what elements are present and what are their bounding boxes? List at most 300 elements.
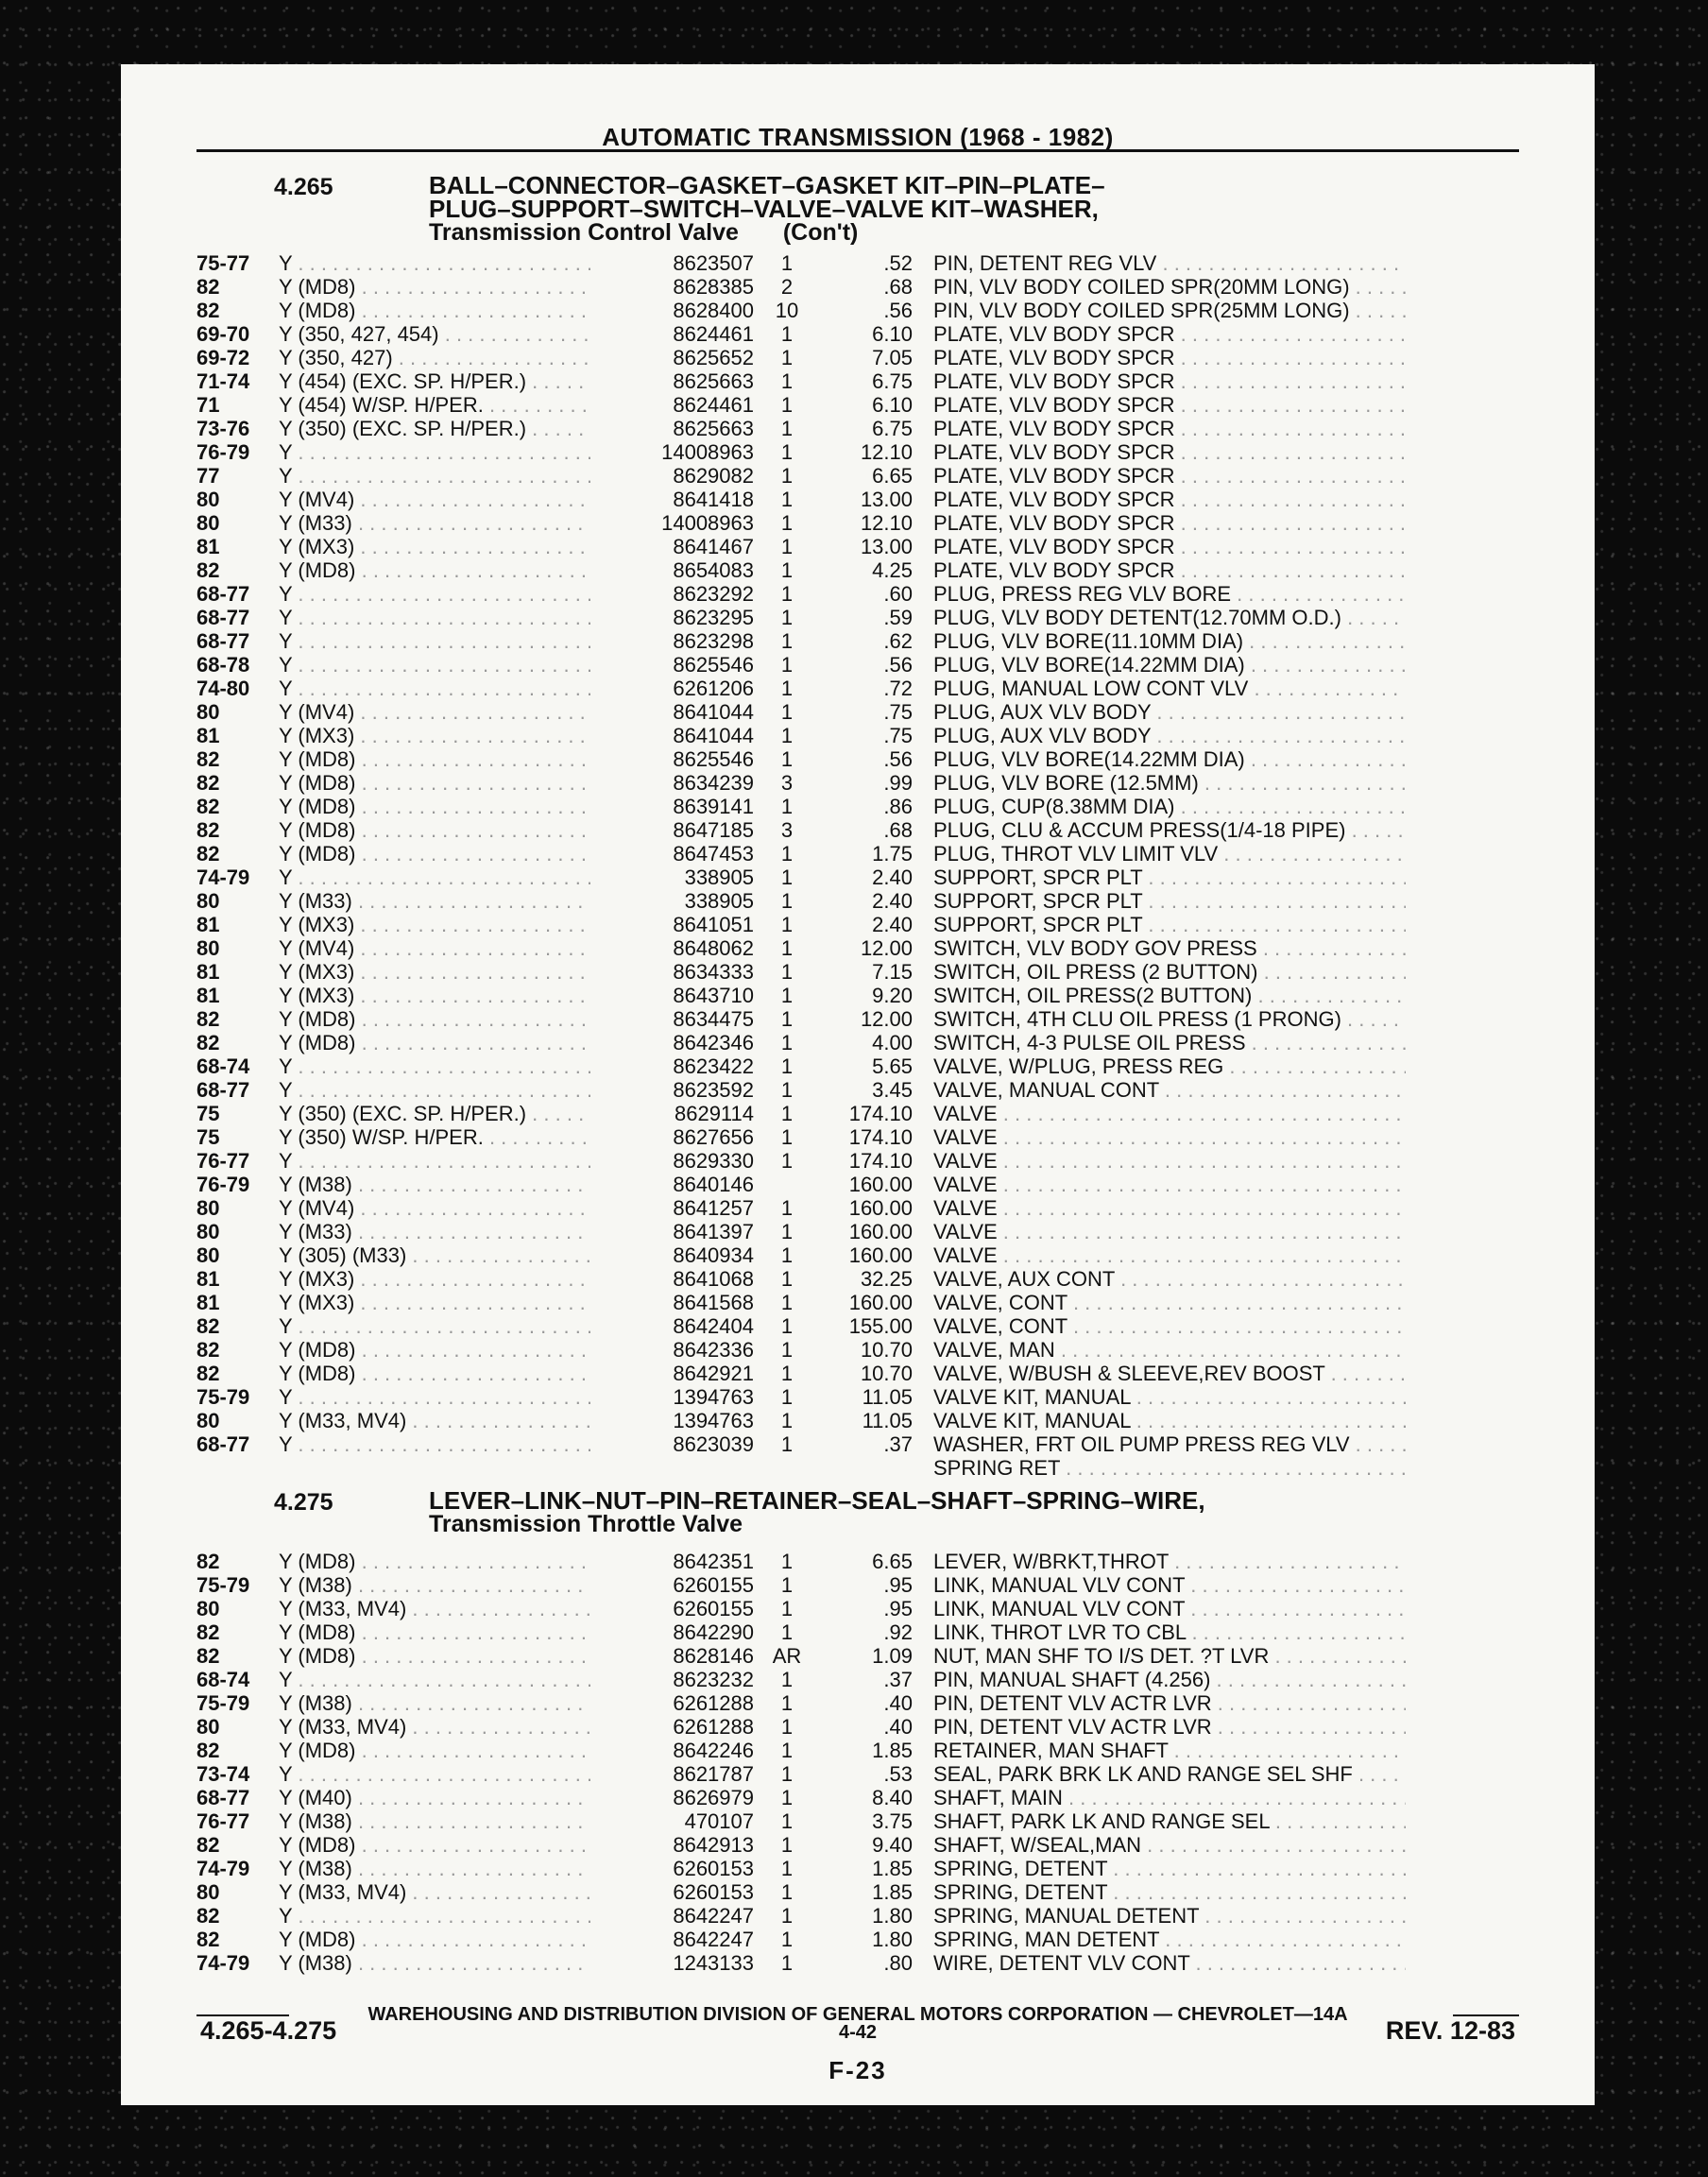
- quantity: 1: [780, 842, 794, 866]
- price: .92: [883, 1620, 913, 1644]
- table-row: [196, 677, 1519, 700]
- model-year: 68-74: [196, 1668, 250, 1691]
- part-number: 8639141: [673, 795, 754, 818]
- application: Y (MD8) . . .: [279, 1833, 590, 1857]
- application: Y (MD8) . . .: [279, 1644, 590, 1668]
- part-number: 338905: [684, 889, 754, 913]
- price: 6.65: [872, 1550, 913, 1573]
- quantity: 1: [780, 1243, 794, 1267]
- quantity: 1: [780, 558, 794, 582]
- description: SWITCH, OIL PRESS(2 BUTTON) . . .: [933, 984, 1406, 1007]
- description: LEVER, W/BRKT,THROT . . .: [933, 1550, 1406, 1573]
- application: Y (MX3) . . .: [279, 535, 590, 558]
- application: Y (M38) . . .: [279, 1809, 590, 1833]
- footer-division-line: WAREHOUSING AND DISTRIBUTION DIVISION OF GENERAL MOTORS CORPORATION — CHEVROLET—14A: [367, 2004, 1348, 2025]
- application: Y . . .: [279, 1668, 590, 1691]
- part-number: 6260155: [673, 1597, 754, 1620]
- description: VALVE . . .: [933, 1196, 1406, 1220]
- application: Y . . .: [279, 866, 590, 889]
- model-year: 82: [196, 1007, 220, 1031]
- description: VALVE, MAN . . .: [933, 1338, 1406, 1362]
- part-number: 8625663: [673, 417, 754, 440]
- part-number: 8641051: [673, 913, 754, 936]
- quantity: 1: [780, 866, 794, 889]
- model-year: 82: [196, 1362, 220, 1385]
- part-number: 8642913: [673, 1833, 754, 1857]
- part-number: 8623232: [673, 1668, 754, 1691]
- description: PLATE, VLV BODY SPCR . . .: [933, 488, 1406, 511]
- quantity: 1: [780, 488, 794, 511]
- description: VALVE KIT, MANUAL . . .: [933, 1385, 1406, 1409]
- table-row: [196, 251, 1519, 275]
- model-year: 80: [196, 1880, 220, 1904]
- price: 160.00: [848, 1243, 913, 1267]
- application: Y . . .: [279, 1054, 590, 1078]
- description: SWITCH, 4-3 PULSE OIL PRESS . . .: [933, 1031, 1406, 1054]
- price: 9.20: [872, 984, 913, 1007]
- model-year: 76-79: [196, 440, 250, 464]
- price: .95: [883, 1597, 913, 1620]
- quantity: 1: [780, 1715, 794, 1739]
- description: VALVE, AUX CONT . . .: [933, 1267, 1406, 1291]
- application: Y (M33, MV4) . . .: [279, 1880, 590, 1904]
- quantity: 1: [780, 1102, 794, 1125]
- application: Y (MD8) . . .: [279, 1338, 590, 1362]
- description: PLATE, VLV BODY SPCR . . .: [933, 511, 1406, 535]
- price: 5.65: [872, 1054, 913, 1078]
- table-row: [196, 1173, 1519, 1196]
- price: 6.65: [872, 464, 913, 488]
- description: PIN, VLV BODY COILED SPR(20MM LONG) . . .: [933, 275, 1406, 299]
- table-row: [196, 1456, 1519, 1480]
- part-number: 8642346: [673, 1031, 754, 1054]
- part-number: 8626979: [673, 1786, 754, 1809]
- part-number: 338905: [684, 866, 754, 889]
- quantity: 1: [780, 1833, 794, 1857]
- part-number: 8642290: [673, 1620, 754, 1644]
- quantity: 1: [780, 1904, 794, 1928]
- quantity: 1: [780, 417, 794, 440]
- table-row: [196, 535, 1519, 558]
- part-number: 8634333: [673, 960, 754, 984]
- application: Y (350, 427, 454) . . .: [279, 322, 590, 346]
- quantity: 1: [780, 535, 794, 558]
- part-number: 8642246: [673, 1739, 754, 1762]
- description: PLUG, MANUAL LOW CONT VLV . . .: [933, 677, 1406, 700]
- model-year: 68-77: [196, 1078, 250, 1102]
- description: SPRING, MAN DETENT . . .: [933, 1928, 1406, 1951]
- quantity: AR: [772, 1644, 802, 1668]
- description: PLUG, VLV BORE(14.22MM DIA) . . .: [933, 653, 1406, 677]
- quantity: 10: [775, 299, 799, 322]
- quantity: 1: [780, 1432, 794, 1456]
- description: RETAINER, MAN SHAFT . . .: [933, 1739, 1406, 1762]
- table-row: [196, 913, 1519, 936]
- part-number: 8627656: [673, 1125, 754, 1149]
- application: Y . . .: [279, 629, 590, 653]
- part-number: 8642336: [673, 1338, 754, 1362]
- description: SWITCH, VLV BODY GOV PRESS . . .: [933, 936, 1406, 960]
- price: 11.05: [862, 1385, 913, 1409]
- quantity: 1: [780, 440, 794, 464]
- price: .40: [883, 1715, 913, 1739]
- quantity: 1: [780, 1125, 794, 1149]
- application: Y . . .: [279, 1314, 590, 1338]
- table-row: [196, 1149, 1519, 1173]
- application: Y . . .: [279, 1762, 590, 1786]
- model-year: 76-77: [196, 1149, 250, 1173]
- part-number: 8625546: [673, 747, 754, 771]
- description: VALVE . . .: [933, 1125, 1406, 1149]
- description: PLUG, CUP(8.38MM DIA) . . .: [933, 795, 1406, 818]
- quantity: 1: [780, 606, 794, 629]
- part-number: 8643710: [673, 984, 754, 1007]
- model-year: 82: [196, 1620, 220, 1644]
- application: Y (MV4) . . .: [279, 700, 590, 724]
- part-number: 8642921: [673, 1362, 754, 1385]
- quantity: 1: [780, 747, 794, 771]
- description: SUPPORT, SPCR PLT . . .: [933, 866, 1406, 889]
- model-year: 74-79: [196, 866, 250, 889]
- description: PLATE, VLV BODY SPCR . . .: [933, 535, 1406, 558]
- model-year: 75: [196, 1102, 220, 1125]
- quantity: 1: [780, 1739, 794, 1762]
- description: SHAFT, PARK LK AND RANGE SEL . . .: [933, 1809, 1406, 1833]
- price: 9.40: [872, 1833, 913, 1857]
- model-year: 68-77: [196, 582, 250, 606]
- application: Y (M33, MV4) . . .: [279, 1715, 590, 1739]
- description: PLATE, VLV BODY SPCR . . .: [933, 393, 1406, 417]
- model-year: 69-70: [196, 322, 250, 346]
- application: Y . . .: [279, 1078, 590, 1102]
- application: Y (MX3) . . .: [279, 984, 590, 1007]
- part-number: 8628400: [673, 299, 754, 322]
- quantity: 1: [780, 346, 794, 369]
- description: PIN, DETENT REG VLV . . .: [933, 251, 1406, 275]
- price: .56: [883, 299, 913, 322]
- table-row: [196, 1078, 1519, 1102]
- model-year: 80: [196, 936, 220, 960]
- part-number: 8641467: [673, 535, 754, 558]
- description: PLATE, VLV BODY SPCR . . .: [933, 346, 1406, 369]
- model-year: 77: [196, 464, 220, 488]
- model-year: 80: [196, 700, 220, 724]
- description: SPRING, DETENT . . .: [933, 1857, 1406, 1880]
- description: PLUG, VLV BODY DETENT(12.70MM O.D.) . . .: [933, 606, 1406, 629]
- price: 174.10: [848, 1102, 913, 1125]
- model-year: 82: [196, 1550, 220, 1573]
- footer-page-number: 4-42: [838, 2022, 878, 2043]
- model-year: 76-79: [196, 1173, 250, 1196]
- description: VALVE . . .: [933, 1243, 1406, 1267]
- model-year: 81: [196, 913, 220, 936]
- model-year: 68-77: [196, 606, 250, 629]
- section-subtitle: Transmission Throttle Valve: [429, 1511, 743, 1537]
- quantity: 1: [780, 1007, 794, 1031]
- quantity: 1: [780, 1149, 794, 1173]
- part-number: 8641257: [673, 1196, 754, 1220]
- description: SHAFT, W/SEAL,MAN . . .: [933, 1833, 1406, 1857]
- table-row: [196, 842, 1519, 866]
- table-row: [196, 1928, 1519, 1951]
- part-number: 8647185: [673, 818, 754, 842]
- part-number: 8634239: [673, 771, 754, 795]
- table-row: [196, 369, 1519, 393]
- quantity: 1: [780, 1196, 794, 1220]
- table-row: [196, 1031, 1519, 1054]
- table-row: [196, 1573, 1519, 1597]
- table-row: [196, 464, 1519, 488]
- description: PLATE, VLV BODY SPCR . . .: [933, 369, 1406, 393]
- quantity: 1: [780, 582, 794, 606]
- part-number: 8625663: [673, 369, 754, 393]
- quantity: 1: [780, 629, 794, 653]
- description: SWITCH, OIL PRESS (2 BUTTON) . . .: [933, 960, 1406, 984]
- continued-label: (Con't): [782, 219, 859, 246]
- price: 3.75: [872, 1809, 913, 1833]
- model-year: 81: [196, 535, 220, 558]
- table-row: [196, 1385, 1519, 1409]
- subtitle-text: Transmission Control Valve: [429, 219, 739, 246]
- quantity: 1: [780, 1762, 794, 1786]
- price: .95: [883, 1573, 913, 1597]
- application: Y (350, 427) . . .: [279, 346, 590, 369]
- description: VALVE KIT, MANUAL . . .: [933, 1409, 1406, 1432]
- model-year: 74-80: [196, 677, 250, 700]
- price: 160.00: [848, 1196, 913, 1220]
- model-year: 75-79: [196, 1573, 250, 1597]
- application: Y (MD8) . . .: [279, 275, 590, 299]
- quantity: 1: [780, 1951, 794, 1975]
- section-subtitle: [429, 221, 1105, 245]
- table-row: [196, 960, 1519, 984]
- table-row: [196, 582, 1519, 606]
- description: WIRE, DETENT VLV CONT . . .: [933, 1951, 1406, 1975]
- table-row: [196, 1644, 1519, 1668]
- application: Y . . .: [279, 677, 590, 700]
- table-row: [196, 606, 1519, 629]
- price: 12.10: [860, 511, 913, 535]
- table-row: [196, 1762, 1519, 1786]
- price: 12.00: [860, 936, 913, 960]
- model-year: 68-78: [196, 653, 250, 677]
- application: Y . . .: [279, 1432, 590, 1456]
- quantity: 3: [780, 818, 794, 842]
- price: .62: [883, 629, 913, 653]
- table-row: [196, 700, 1519, 724]
- quantity: 1: [780, 464, 794, 488]
- application: Y (M38) . . .: [279, 1691, 590, 1715]
- price: .53: [883, 1762, 913, 1786]
- quantity: 1: [780, 1385, 794, 1409]
- quantity: 1: [780, 1620, 794, 1644]
- description: PLUG, VLV BORE (12.5MM) . . .: [933, 771, 1406, 795]
- application: Y (MD8) . . .: [279, 1362, 590, 1385]
- description: PLUG, VLV BORE(14.22MM DIA) . . .: [933, 747, 1406, 771]
- part-number: 8629082: [673, 464, 754, 488]
- table-row: [196, 866, 1519, 889]
- table-row: [196, 440, 1519, 464]
- part-number: 6260155: [673, 1573, 754, 1597]
- part-number: 1394763: [673, 1385, 754, 1409]
- part-number: 8625546: [673, 653, 754, 677]
- part-number: 8623295: [673, 606, 754, 629]
- price: .37: [883, 1432, 913, 1456]
- application: Y (M33) . . .: [279, 889, 590, 913]
- description: PIN, DETENT VLV ACTR LVR . . .: [933, 1691, 1406, 1715]
- part-number: 6261206: [673, 677, 754, 700]
- part-number: 8624461: [673, 393, 754, 417]
- model-year: 76-77: [196, 1809, 250, 1833]
- application: Y . . .: [279, 653, 590, 677]
- description: SEAL, PARK BRK LK AND RANGE SEL SHF . . .: [933, 1762, 1406, 1786]
- model-year: 71-74: [196, 369, 250, 393]
- table-row: [196, 1739, 1519, 1762]
- application: Y (MD8) . . .: [279, 842, 590, 866]
- table-row: [196, 1880, 1519, 1904]
- application: Y . . .: [279, 1149, 590, 1173]
- price: .56: [883, 747, 913, 771]
- part-number: 8624461: [673, 322, 754, 346]
- description: VALVE . . .: [933, 1149, 1406, 1173]
- part-number: 8642351: [673, 1550, 754, 1573]
- table-row: [196, 1786, 1519, 1809]
- model-year: 82: [196, 842, 220, 866]
- part-number: 8642404: [673, 1314, 754, 1338]
- model-year: 80: [196, 1409, 220, 1432]
- table-row: [196, 1691, 1519, 1715]
- model-year: 74-79: [196, 1951, 250, 1975]
- application: Y (MX3) . . .: [279, 913, 590, 936]
- application: Y (350) (EXC. SP. H/PER.) . . .: [279, 1102, 590, 1125]
- price: .60: [883, 582, 913, 606]
- model-year: 81: [196, 1291, 220, 1314]
- quantity: 1: [780, 322, 794, 346]
- price: 2.40: [872, 889, 913, 913]
- model-year: 81: [196, 960, 220, 984]
- price: 10.70: [860, 1338, 913, 1362]
- table-row: [196, 1243, 1519, 1267]
- quantity: 1: [780, 1409, 794, 1432]
- application: Y (MV4) . . .: [279, 488, 590, 511]
- part-number: 470107: [684, 1809, 754, 1833]
- quantity: 1: [780, 913, 794, 936]
- model-year: 82: [196, 299, 220, 322]
- price: .80: [883, 1951, 913, 1975]
- quantity: 1: [780, 1880, 794, 1904]
- part-number: 1243133: [673, 1951, 754, 1975]
- price: .75: [883, 724, 913, 747]
- quantity: 1: [780, 1809, 794, 1833]
- model-year: 75-79: [196, 1385, 250, 1409]
- application: Y . . .: [279, 1385, 590, 1409]
- application: Y (MX3) . . .: [279, 724, 590, 747]
- application: Y (M33) . . .: [279, 511, 590, 535]
- model-year: 75-77: [196, 251, 250, 275]
- model-year: 82: [196, 1833, 220, 1857]
- model-year: 82: [196, 1928, 220, 1951]
- quantity: 1: [780, 936, 794, 960]
- page-code: F-23: [828, 2056, 887, 2084]
- application: Y (M33) . . .: [279, 1220, 590, 1243]
- parts-table-4-265: [196, 251, 1519, 1480]
- application: Y . . .: [279, 440, 590, 464]
- part-number: 8629114: [674, 1102, 754, 1125]
- section-title: [429, 1486, 1205, 1537]
- table-row: [196, 1857, 1519, 1880]
- part-number: 8642247: [673, 1928, 754, 1951]
- application: Y (454) W/SP. H/PER. . . .: [279, 393, 590, 417]
- table-row: [196, 1362, 1519, 1385]
- table-row: [196, 653, 1519, 677]
- application: Y (MD8) . . .: [279, 1620, 590, 1644]
- description: PLATE, VLV BODY SPCR . . .: [933, 322, 1406, 346]
- quantity: 1: [780, 1338, 794, 1362]
- table-row: [196, 936, 1519, 960]
- table-row: [196, 1291, 1519, 1314]
- quantity: 1: [780, 1857, 794, 1880]
- table-row: [196, 1809, 1519, 1833]
- price: .52: [883, 251, 913, 275]
- model-year: 82: [196, 795, 220, 818]
- part-number: 8629330: [673, 1149, 754, 1173]
- table-row: [196, 1220, 1519, 1243]
- price: .99: [883, 771, 913, 795]
- application: Y (MD8) . . .: [279, 1007, 590, 1031]
- model-year: 80: [196, 511, 220, 535]
- part-number: 8623039: [673, 1432, 754, 1456]
- model-year: 82: [196, 1031, 220, 1054]
- table-row: [196, 417, 1519, 440]
- table-row: [196, 1196, 1519, 1220]
- description: SUPPORT, SPCR PLT . . .: [933, 889, 1406, 913]
- description: VALVE, MANUAL CONT . . .: [933, 1078, 1406, 1102]
- price: .59: [883, 606, 913, 629]
- model-year: 80: [196, 1715, 220, 1739]
- table-row: [196, 1338, 1519, 1362]
- price: .56: [883, 653, 913, 677]
- part-number: 8628146: [673, 1644, 754, 1668]
- part-number: 14008963: [661, 511, 754, 535]
- table-row: [196, 724, 1519, 747]
- description: LINK, MANUAL VLV CONT . . .: [933, 1573, 1406, 1597]
- quantity: 1: [780, 1054, 794, 1078]
- application: Y (350) W/SP. H/PER. . . .: [279, 1125, 590, 1149]
- description: LINK, THROT LVR TO CBL . . .: [933, 1620, 1406, 1644]
- quantity: 1: [780, 1668, 794, 1691]
- model-year: 80: [196, 1196, 220, 1220]
- quantity: 2: [780, 275, 794, 299]
- description: SWITCH, 4TH CLU OIL PRESS (1 PRONG) . . .: [933, 1007, 1406, 1031]
- part-number: 8641397: [673, 1220, 754, 1243]
- part-number: 8623507: [673, 251, 754, 275]
- table-row: [196, 818, 1519, 842]
- description: PLATE, VLV BODY SPCR . . .: [933, 440, 1406, 464]
- table-row: [196, 795, 1519, 818]
- description: VALVE, CONT . . .: [933, 1291, 1406, 1314]
- part-number: 8642247: [673, 1904, 754, 1928]
- table-row: [196, 393, 1519, 417]
- part-number: 8641068: [673, 1267, 754, 1291]
- application: Y (350) (EXC. SP. H/PER.) . . .: [279, 417, 590, 440]
- description: PLUG, AUX VLV BODY . . .: [933, 724, 1406, 747]
- model-year: 82: [196, 747, 220, 771]
- price: 160.00: [848, 1291, 913, 1314]
- description: WASHER, FRT OIL PUMP PRESS REG VLV . . .: [933, 1432, 1406, 1456]
- price: 7.05: [872, 346, 913, 369]
- part-number: 6261288: [673, 1691, 754, 1715]
- price: 155.00: [848, 1314, 913, 1338]
